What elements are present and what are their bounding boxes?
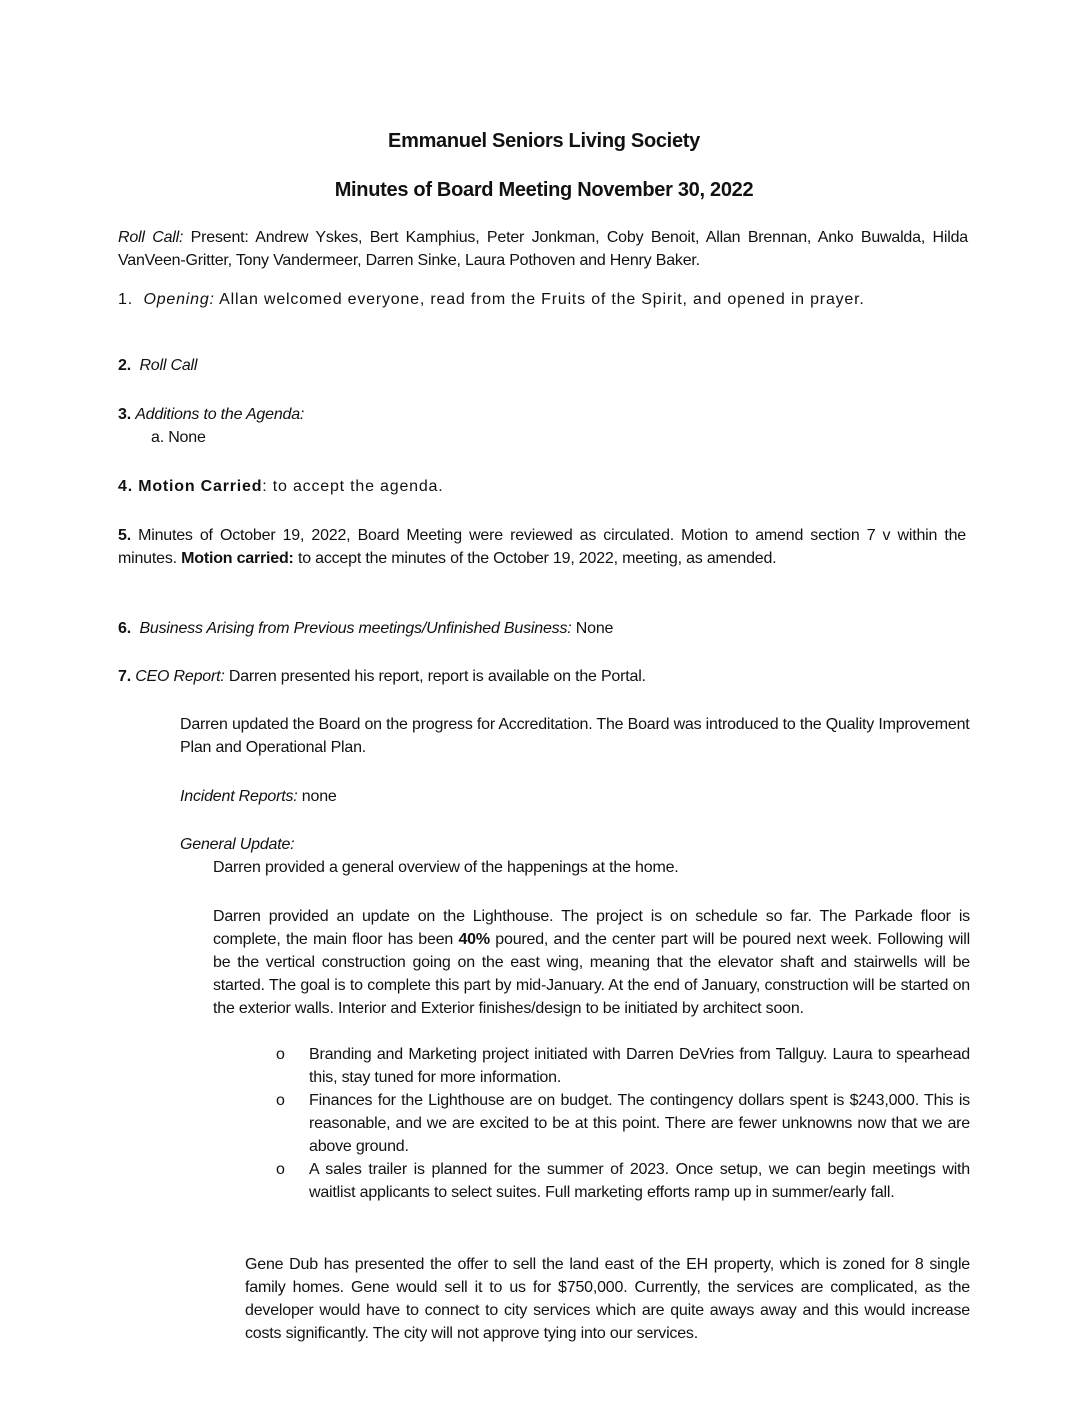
item-text: Darren presented his report, report is available on the Portal. (224, 668, 646, 685)
item-sub: a. None (151, 429, 206, 446)
land-offer-paragraph: Gene Dub has presented the offer to sell the land east of the EH property, which is zoned for 8 single family homes. Gene would sell it to us for $750,000. Currently, the services are complicated, as the developer would have to connect to city services which are quite aways away and this would increase costs significantly. The city will not approve tying into our services. (245, 1256, 970, 1342)
item-label: Business Arising from Previous meetings/Unfinished Business: (139, 620, 572, 637)
roll-call-text: Present: Andrew Yskes, Bert Kamphius, Peter Jonkman, Coby Benoit, Allan Brennan, Anko Buwalda, Hilda VanVeen-Gritter, Tony Vandermeer, Darren Sinke, Laura Pothoven and Henry Baker. (118, 229, 968, 269)
roll-call-paragraph (118, 226, 968, 272)
organization-title: Emmanuel Seniors Living Society (388, 130, 700, 152)
item-2-roll-call (118, 354, 197, 377)
general-overview: Darren provided a general overview of the happenings at the home. (213, 859, 679, 876)
item-label: Additions to the Agenda: (135, 406, 305, 423)
hollow-bullet-icon: o (276, 1161, 285, 1178)
general-update-label (180, 833, 294, 856)
accreditation-paragraph: Darren updated the Board on the progress for Accreditation. The Board was introduced to the Quality Improvement Plan and Operational Plan. (180, 716, 970, 756)
item-text: to accept the minutes of the October 19, 2022, meeting, as amended. (293, 550, 777, 567)
roll-call-label: Roll Call: (118, 229, 184, 246)
item-label: Motion Carried (138, 478, 263, 495)
item-label: CEO Report: (135, 668, 225, 685)
item-text: Minutes of October 19, 2022, Board Meeting were reviewed as circulated. Motion to amend section 7 v within the minutes. (118, 527, 966, 567)
bullet-text: Branding and Marketing project initiated with Darren DeVries from Tallguy. Laura to spearhead this, stay tuned for more information. (309, 1046, 970, 1086)
item-number: 6. (118, 620, 131, 637)
item-number: 3. (118, 406, 131, 423)
item-5-minutes (118, 524, 966, 570)
lighthouse-bullets (276, 1043, 970, 1204)
item-3-additions (118, 403, 304, 449)
bullet-item (276, 1089, 970, 1158)
bullet-text: A sales trailer is planned for the summer of 2023. Once setup, we can begin meetings with waitlist applicants to select suites. Full marketing efforts ramp up in summer/early fall. (309, 1161, 970, 1201)
item-6-business-arising (118, 617, 613, 640)
item-text: Allan welcomed everyone, read from the Fruits of the Spirit, and opened in prayer. (214, 291, 865, 308)
meeting-title: Minutes of Board Meeting November 30, 2022 (334, 179, 754, 201)
item-number: 2. (118, 357, 131, 374)
lighthouse-text: Darren provided an update on the Lighthouse. The project is on schedule so far. The Parkade floor is complete, the main floor has been (213, 908, 970, 948)
item-label: Opening: (143, 291, 215, 308)
bullet-item (276, 1043, 970, 1089)
general-update-heading: General Update: (180, 836, 295, 853)
item-1-opening (118, 288, 938, 311)
hollow-bullet-icon: o (276, 1046, 285, 1063)
hollow-bullet-icon: o (276, 1092, 285, 1109)
incident-text: none (297, 788, 337, 805)
item-text: : to accept the agenda. (262, 478, 444, 495)
lighthouse-update (213, 905, 970, 1020)
item-number: 4. (118, 478, 133, 495)
motion-carried-label: Motion carried: (181, 550, 294, 567)
item-4-motion (118, 475, 444, 498)
lighthouse-text: poured, and the center part will be poured next week. Following will be the vertical construction going on the east wing, meaning that the elevator shaft and stairwells will be started. The goal is to complete this part by mid-January. At the end of January, construction will be started on the exterior walls. Interior and Exterior finishes/design to be initiated by architect soon. (213, 931, 970, 1017)
pour-percentage: 40% (458, 931, 490, 948)
item-7-ceo-report (118, 665, 646, 688)
bullet-text: Finances for the Lighthouse are on budget. The contingency dollars spent is $243,000. This is reasonable, and we are excited to be at this point. There are fewer unknowns now that we are above ground. (309, 1092, 970, 1155)
bullet-item (276, 1158, 970, 1204)
item-label: Roll Call (139, 357, 198, 374)
item-text: None (571, 620, 614, 637)
incident-reports (180, 785, 337, 808)
item-number: 1. (118, 291, 133, 308)
incident-label: Incident Reports: (180, 788, 298, 805)
item-number: 7. (118, 668, 131, 685)
item-number: 5. (118, 527, 131, 544)
